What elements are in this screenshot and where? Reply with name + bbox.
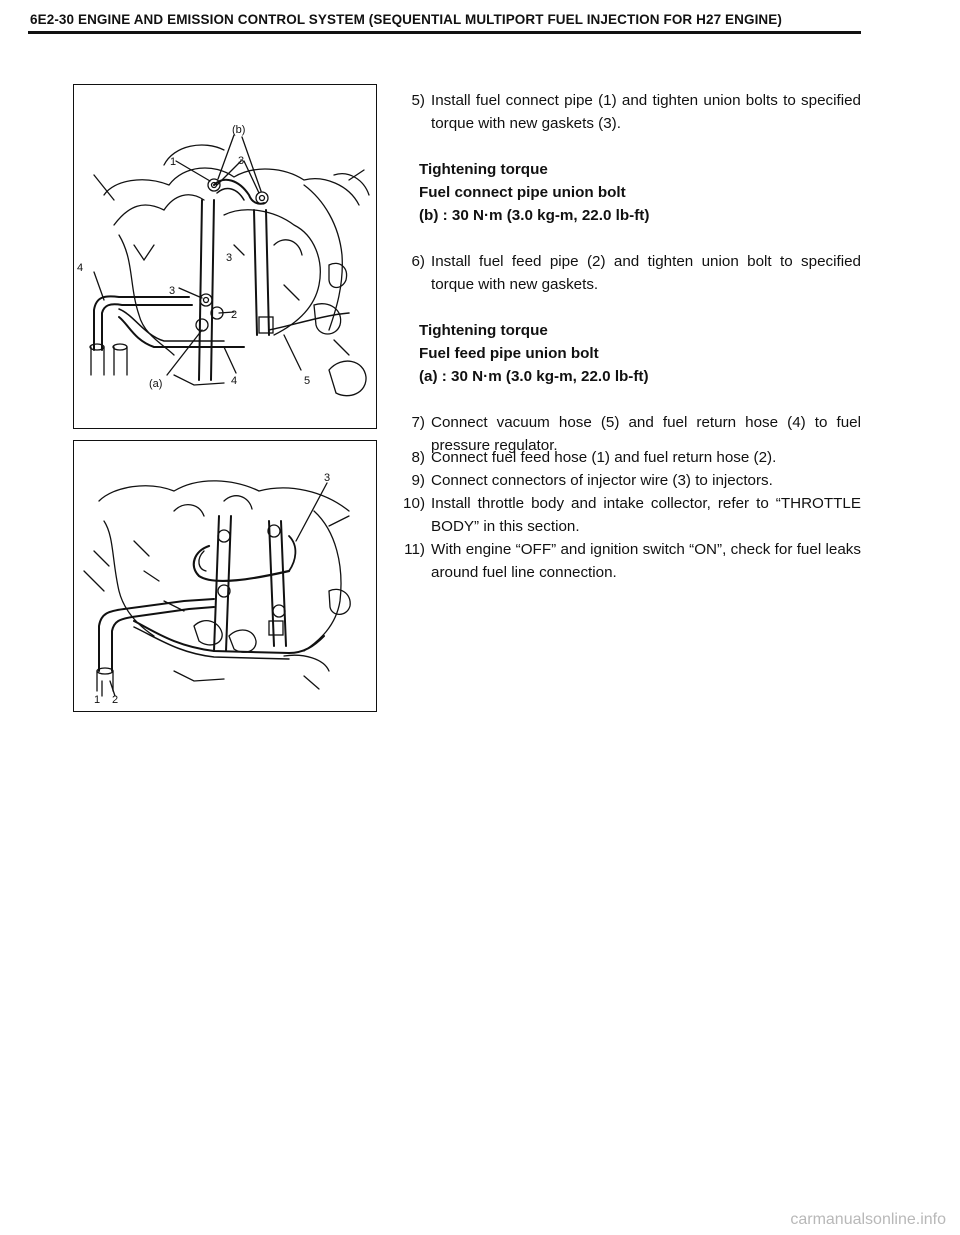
callout-3: 3 (324, 472, 331, 484)
step-number: 8) (411, 449, 425, 466)
step-number: 11) (404, 541, 425, 558)
engine-illustration-1 (74, 85, 376, 428)
callout-1: 1 (170, 156, 177, 168)
step-number: 7) (411, 414, 425, 431)
callout-2: 2 (112, 694, 119, 706)
callout-a: (a) (149, 378, 163, 390)
step-number: 5) (411, 92, 425, 109)
step-number: 6) (411, 253, 425, 270)
torque-item: Fuel connect pipe union bolt (419, 184, 626, 201)
step-5 (385, 89, 861, 135)
callout-3-mid: 3 (226, 252, 233, 264)
torque-value: (a) : 30 N·m (3.0 kg-m, 22.0 lb-ft) (419, 368, 649, 385)
step-text: Connect vacuum hose (5) and fuel return hose (4) to fuel pressure regulator. (431, 414, 861, 454)
step-8 (385, 446, 861, 469)
callout-1: 1 (94, 694, 101, 706)
callout-2: 2 (231, 309, 238, 321)
instructions-block-2 (385, 446, 861, 584)
page-header: 6E2-30 ENGINE AND EMISSION CONTROL SYSTEM (SEQUENTIAL MULTIPORT FUEL INJECTION FOR H27 ENGINE) (30, 12, 782, 27)
watermark: carmanualsonline.info (790, 1211, 946, 1228)
step-6 (385, 250, 861, 296)
torque-spec-b (385, 158, 861, 227)
torque-title: Tightening torque (419, 322, 548, 339)
step-9 (385, 469, 861, 492)
torque-item: Fuel feed pipe union bolt (419, 345, 599, 362)
step-number: 10) (403, 495, 425, 512)
figure-fuel-connect-pipe (73, 84, 377, 429)
engine-illustration-2 (74, 441, 376, 711)
step-text: Install fuel feed pipe (2) and tighten union bolt to specified torque with new gaskets. (431, 253, 861, 293)
step-number: 9) (411, 472, 425, 489)
figure-fuel-hoses (73, 440, 377, 712)
header-rule (28, 31, 861, 34)
step-text: With engine “OFF” and ignition switch “ON”, check for fuel leaks around fuel line connection. (431, 541, 861, 581)
callout-3-top: 3 (238, 155, 245, 167)
step-text: Connect connectors of injector wire (3) to injectors. (431, 472, 773, 489)
callout-3-lower: 3 (169, 285, 176, 297)
step-11 (385, 538, 861, 584)
callout-4-bottom: 4 (231, 375, 238, 387)
step-text: Install fuel connect pipe (1) and tighten union bolts to specified torque with new gaskets (3). (431, 92, 861, 132)
instructions-block-1 (385, 89, 861, 457)
callout-5: 5 (304, 375, 311, 387)
step-10 (385, 492, 861, 538)
torque-title: Tightening torque (419, 161, 548, 178)
callout-b: (b) (232, 124, 246, 136)
torque-spec-a (385, 319, 861, 388)
step-text: Connect fuel feed hose (1) and fuel return hose (2). (431, 449, 777, 466)
callout-4-left: 4 (77, 262, 84, 274)
step-text: Install throttle body and intake collector, refer to “THROTTLE BODY” in this section. (431, 495, 861, 535)
torque-value: (b) : 30 N·m (3.0 kg-m, 22.0 lb-ft) (419, 207, 650, 224)
